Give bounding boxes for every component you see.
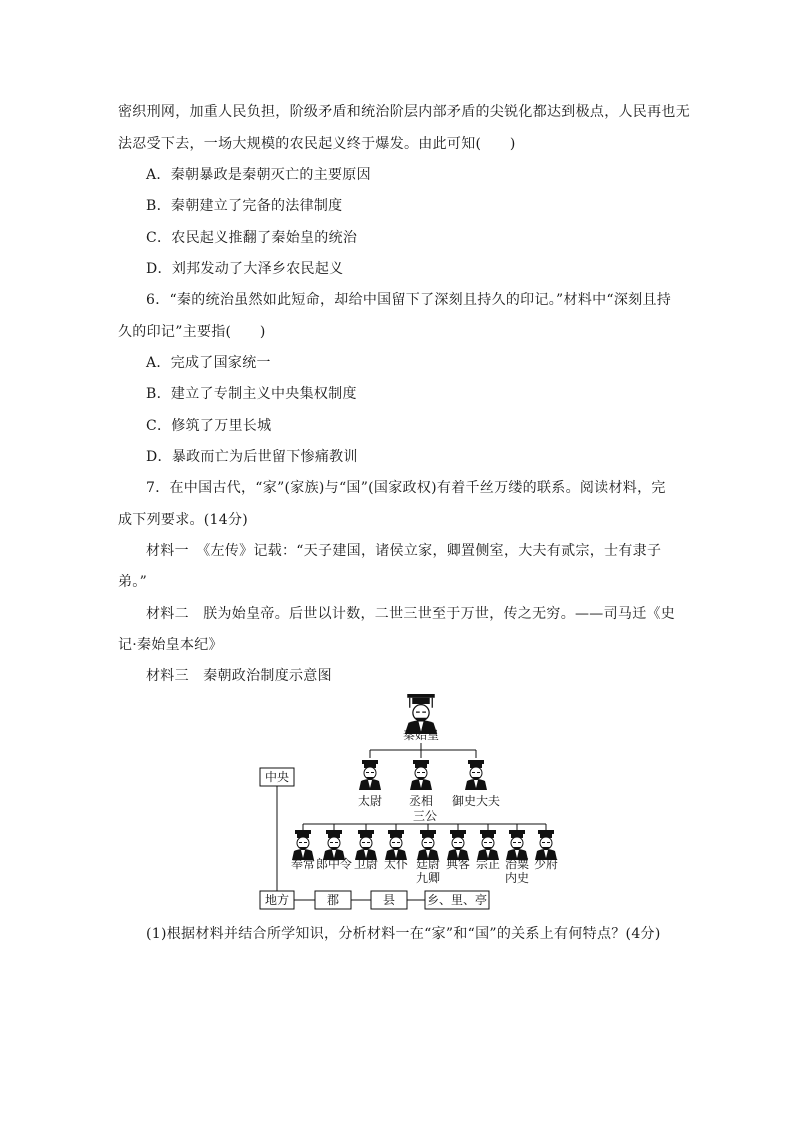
taiwei-figure-icon xyxy=(359,760,381,790)
material1-line1: 材料一 《左传》记载：“天子建国，诸侯立家，卿置侧室，大夫有贰宗，士有隶子 xyxy=(146,543,662,559)
q6-option-b: B．建立了专制主义中央集权制度 xyxy=(146,386,357,402)
zhisu-second-label: 内史 xyxy=(504,871,530,885)
langzhongling-figure-icon xyxy=(323,830,345,860)
zongzheng-figure-icon xyxy=(477,830,499,860)
jiuqing-shaofu-label: 少府 xyxy=(533,857,559,871)
jiuqing-taipu-label: 太仆 xyxy=(383,857,409,871)
chengxiang-figure-icon xyxy=(410,760,432,790)
q6-option-c: C．修筑了万里长城 xyxy=(146,418,272,434)
jiuqing-fengchang-label: 奉常 xyxy=(290,857,316,871)
material1-line2: 弟。” xyxy=(118,574,148,590)
sangong-taiwei-label: 太尉 xyxy=(357,794,383,808)
jiuqing-langzhongling-label: 郎中令 xyxy=(315,857,353,871)
q7-stem-line1: 7．在中国古代，“家”(家族)与“国”(国家政权)有着千丝万缕的联系。阅读材料，完 xyxy=(146,480,666,496)
central-label: 中央 xyxy=(264,770,290,784)
material2-line2: 记·秦始皇本纪》 xyxy=(118,637,223,653)
q5-option-b: B．秦朝建立了完备的法律制度 xyxy=(146,198,343,214)
tingwei-figure-icon xyxy=(417,830,439,860)
zhisu-figure-icon xyxy=(506,830,528,860)
jiuqing-group-label: 九卿 xyxy=(415,871,441,885)
sangong-yushidafu-label: 御史大夫 xyxy=(451,794,501,808)
q6-stem-line2: 久的印记”主要指( ) xyxy=(118,324,266,340)
jiuqing-weiwei-label: 卫尉 xyxy=(353,857,379,871)
q7-subquestion-1: (1)根据材料并结合所学知识，分析材料一在“家”和“国”的关系上有何特点？(4分) xyxy=(146,926,661,942)
material2-line1: 材料二 朕为始皇帝。后世以计数，二世三世至于万世，传之无穷。——司马迁《史 xyxy=(146,606,676,622)
yushidafu-figure-icon xyxy=(465,760,487,790)
qin-political-system-diagram xyxy=(258,692,578,914)
material3-title: 材料三 秦朝政治制度示意图 xyxy=(146,668,332,684)
q5-stem-line1: 密织刑网，加重人民负担，阶级矛盾和统治阶层内部矛盾的尖锐化都达到极点，人民再也无 xyxy=(118,104,690,120)
q6-option-a: A．完成了国家统一 xyxy=(146,355,271,371)
xiang-li-ting-label: 乡、里、亭 xyxy=(426,893,488,907)
weiwei-figure-icon xyxy=(355,830,377,860)
local-label: 地方 xyxy=(264,893,290,907)
q7-stem-line2: 成下列要求。(14分) xyxy=(118,512,249,528)
q5-option-c: C．农民起义推翻了秦始皇的统治 xyxy=(146,230,358,246)
shaofu-figure-icon xyxy=(535,830,557,860)
q5-option-a: A．秦朝暴政是秦朝灭亡的主要原因 xyxy=(146,167,371,183)
jiuqing-zhisu-label: 治粟 xyxy=(504,857,530,871)
q6-option-d: D．暴政而亡为后世留下惨痛教训 xyxy=(146,449,358,465)
sangong-group-label: 三公 xyxy=(412,809,438,823)
fengchang-figure-icon xyxy=(292,830,314,860)
emperor-label: 秦始皇 xyxy=(402,728,440,742)
xian-label: 县 xyxy=(382,893,396,907)
q5-stem-line2: 法忍受下去，一场大规模的农民起义终于爆发。由此可知( ) xyxy=(118,136,516,152)
jun-label: 郡 xyxy=(326,893,340,907)
jiuqing-dianke-label: 典客 xyxy=(445,857,471,871)
q6-stem-line1: 6．“秦的统治虽然如此短命，却给中国留下了深刻且持久的印记。”材料中“深刻且持 xyxy=(146,292,672,308)
jiuqing-tingwei-label: 廷尉 xyxy=(415,857,441,871)
taipu-figure-icon xyxy=(385,830,407,860)
jiuqing-zongzheng-label: 宗正 xyxy=(475,857,501,871)
q5-option-d: D．刘邦发动了大泽乡农民起义 xyxy=(146,261,344,277)
dianke-figure-icon xyxy=(447,830,469,860)
sangong-chengxiang-label: 丞相 xyxy=(408,794,434,808)
